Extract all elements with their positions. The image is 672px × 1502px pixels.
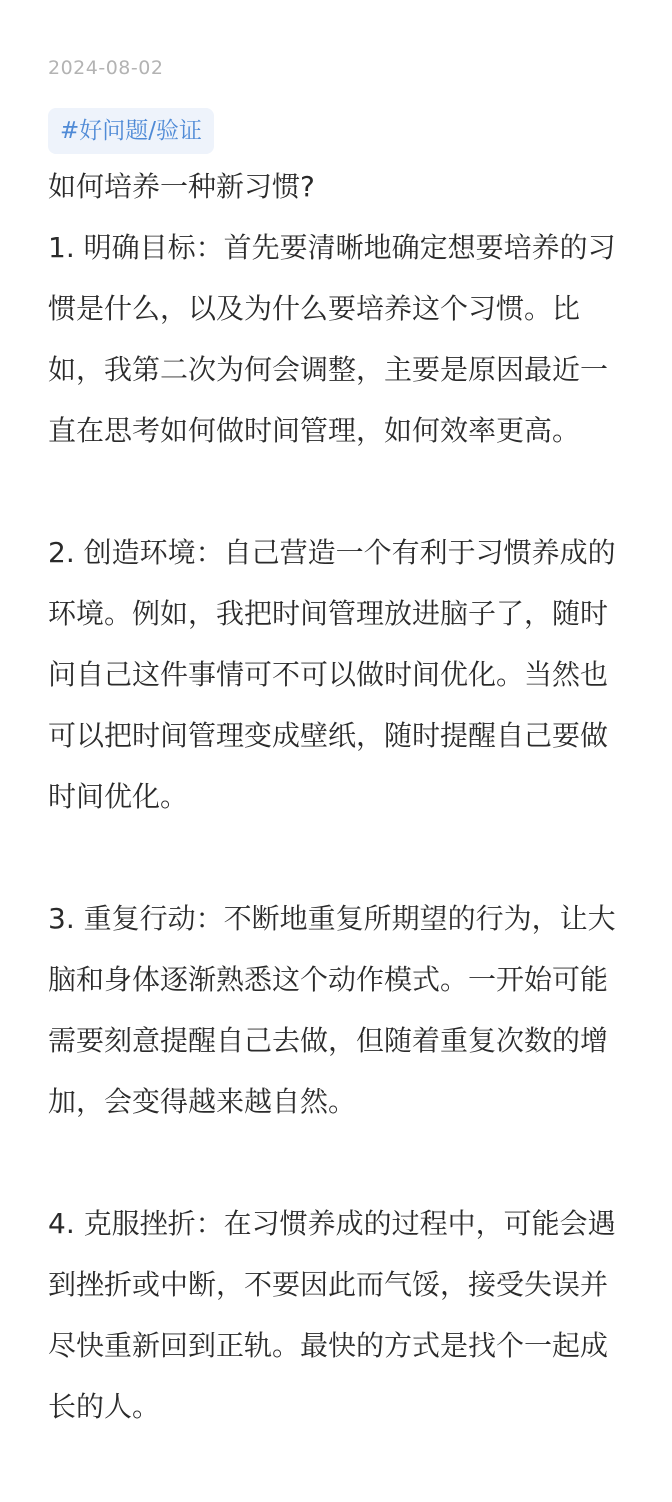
paragraph-spacer — [48, 461, 628, 522]
note-item-1: 1. 明确目标：首先要清晰地确定想要培养的习惯是什么，以及为什么要培养这个习惯。比如，我第二次为何会调整，主要是原因最近一直在思考如何做时间管理，如何效率更高。 — [48, 231, 616, 447]
note-date: 2024-08-02 — [48, 57, 164, 79]
note-item-2: 2. 创造环境：自己营造一个有利于习惯养成的环境。例如，我把时间管理放进脑子了，随时问自己这件事情可不可以做时间优化。当然也可以把时间管理变成壁纸，随时提醒自己要做时间优化。 — [48, 536, 616, 813]
paragraph-spacer — [48, 1132, 628, 1193]
topic-tag[interactable]: #好问题/验证 — [48, 108, 214, 154]
note-item-4: 4. 克服挫折：在习惯养成的过程中，可能会遇到挫折或中断，不要因此而气馁，接受失误并尽快重新回到正轨。最快的方式是找个一起成长的人。 — [48, 1207, 616, 1423]
note-body — [48, 156, 628, 1437]
paragraph-spacer — [48, 827, 628, 888]
note-title: 如何培养一种新习惯? — [48, 170, 315, 203]
note-item-3: 3. 重复行动：不断地重复所期望的行为，让大脑和身体逐渐熟悉这个动作模式。一开始可能需要刻意提醒自己去做，但随着重复次数的增加，会变得越来越自然。 — [48, 902, 616, 1118]
